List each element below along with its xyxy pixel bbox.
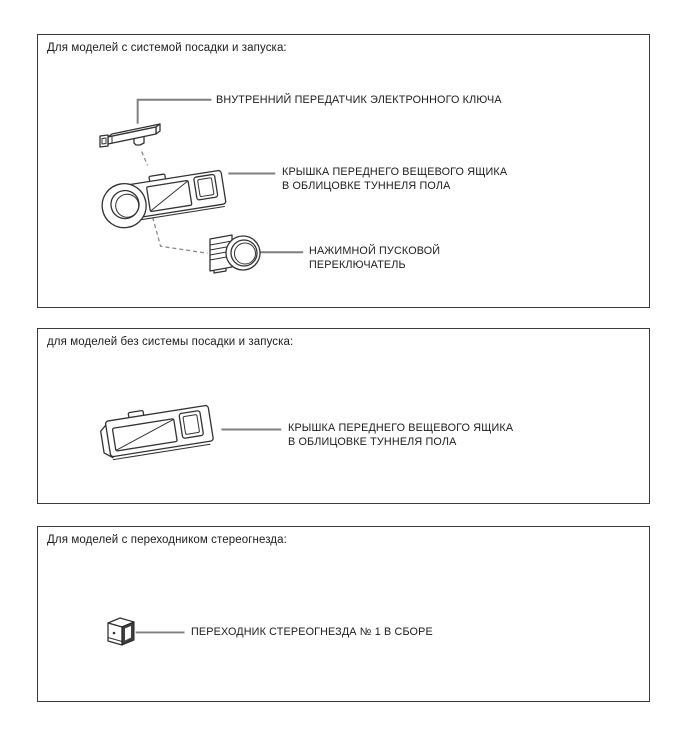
part-label: ПЕРЕХОДНИК СТЕРЕОГНЕЗДА № 1 В СБОРЕ	[191, 626, 433, 638]
part-label: ВНУТРЕННИЙ ПЕРЕДАТЧИК ЭЛЕКТРОННОГО КЛЮЧА	[216, 94, 502, 106]
section-smart-key-models	[37, 34, 650, 308]
key-transmitter-illustration	[98, 119, 162, 153]
section-non-smart-key-models	[37, 328, 650, 504]
part-label: КРЫШКА ПЕРЕДНЕГО ВЕЩЕВОГО ЯЩИКА В ОБЛИЦОВКЕ ТУННЕЛЯ ПОЛА	[282, 166, 508, 192]
push-start-switch-illustration	[202, 229, 266, 277]
glovebox-cover-illustration	[96, 153, 236, 237]
section-header: Для моделей с переходником стереогнезда:	[47, 534, 287, 546]
part-label: КРЫШКА ПЕРЕДНЕГО ВЕЩЕВОГО ЯЩИКА В ОБЛИЦОВКЕ ТУННЕЛЯ ПОЛА	[288, 422, 514, 448]
part-label: НАЖИМНОЙ ПУСКОВОЙ ПЕРЕКЛЮЧАТЕЛЬ	[309, 245, 441, 271]
section-header: для моделей без системы посадки и запуска:	[47, 336, 294, 348]
section-stereo-adapter-models	[37, 526, 650, 702]
stereo-jack-adapter-illustration	[102, 613, 142, 651]
glovebox-cover-illustration	[98, 395, 222, 477]
section-header: Для моделей с системой посадки и запуска:	[47, 42, 287, 54]
